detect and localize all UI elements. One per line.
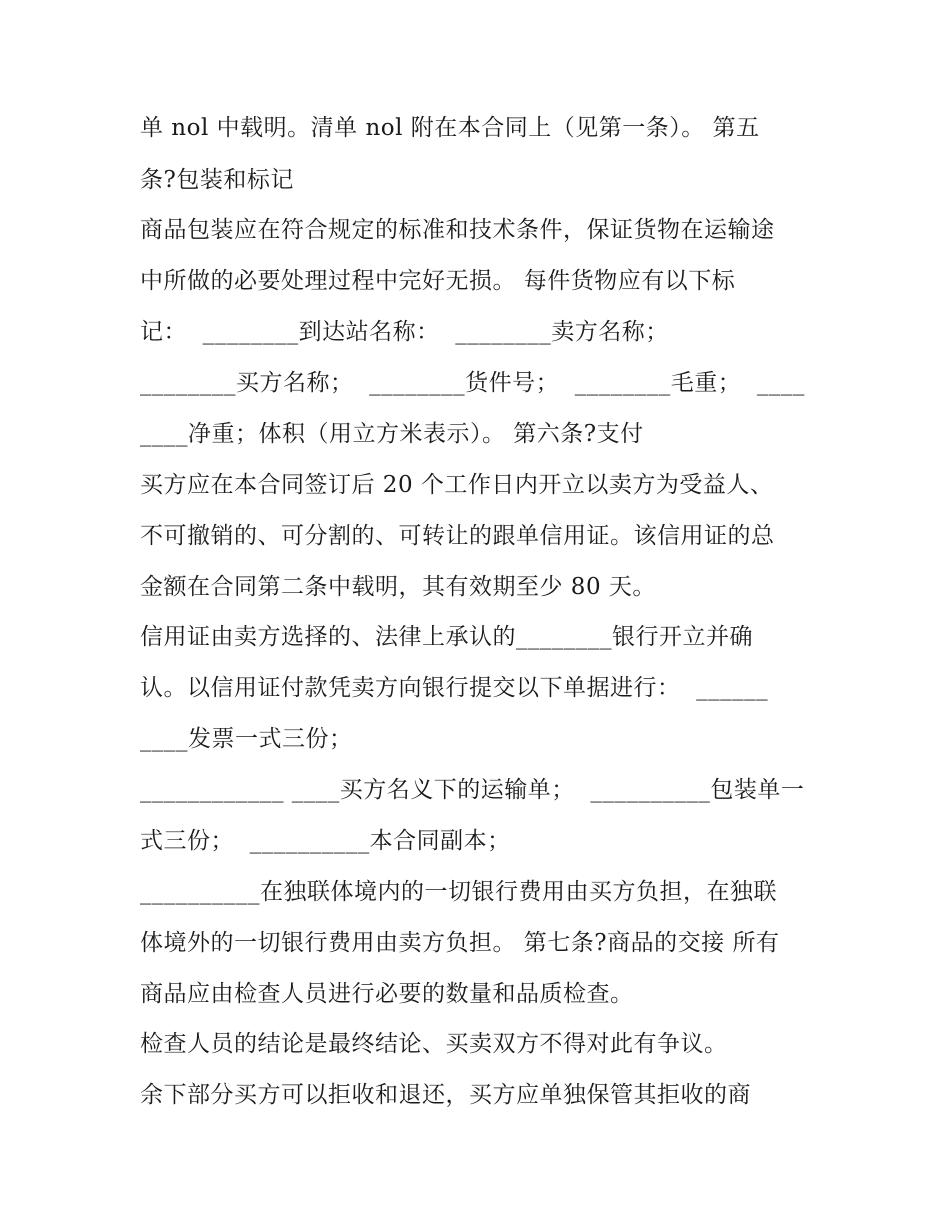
text-line: 式三份； __________本合同副本； (140, 828, 511, 854)
text-line: 体境外的一切银行费用由卖方负担。 第七条?商品的交接 所有 (140, 930, 780, 956)
text-line: 金额在合同第二条中载明，其有效期至少 80 天。 (140, 574, 656, 600)
text-line: 条?包装和标记 (140, 167, 294, 193)
text-line: 商品包装应在符合规定的标准和技术条件，保证货物在运输途 (140, 217, 775, 243)
text-line: 商品应由检查人员进行必要的数量和品质检查。 (140, 981, 634, 1007)
text-line: __________在独联体境内的一切银行费用由买方负担，在独联 (140, 879, 777, 905)
text-line: 单 nol 中载明。清单 nol 附在本合同上（见第一条）。 第五 (140, 115, 760, 141)
text-line: 不可撤销的、可分割的、可转让的跟单信用证。该信用证的总 (140, 523, 775, 549)
text-line: 余下部分买方可以拒收和退还，买方应单独保管其拒收的商 (140, 1082, 751, 1108)
text-line: 记： ________到达站名称： ________卖方名称； (140, 319, 669, 345)
text-line: ________买方名称； ________货件号； ________毛重； ____ (140, 370, 805, 396)
text-line: ____净重；体积（用立方米表示）。 第六条?支付 (140, 421, 644, 447)
text-line: ____________ ____买方名义下的运输单； __________包装单一 (140, 777, 805, 803)
text-line: 买方应在本合同签订后 20 个工作日内开立以卖方为受益人、 (140, 472, 774, 498)
text-line: ____发票一式三份； (140, 726, 353, 752)
text-line: 检查人员的结论是最终结论、买卖双方不得对此有争议。 (140, 1031, 728, 1057)
text-line: 中所做的必要处理过程中完好无损。 每件货物应有以下标 (140, 268, 736, 294)
text-line: 信用证由卖方选择的、法律上承认的________银行开立并确 (140, 624, 753, 650)
text-line: 认。以信用证付款凭卖方向银行提交以下单据进行： ______ (140, 675, 769, 701)
